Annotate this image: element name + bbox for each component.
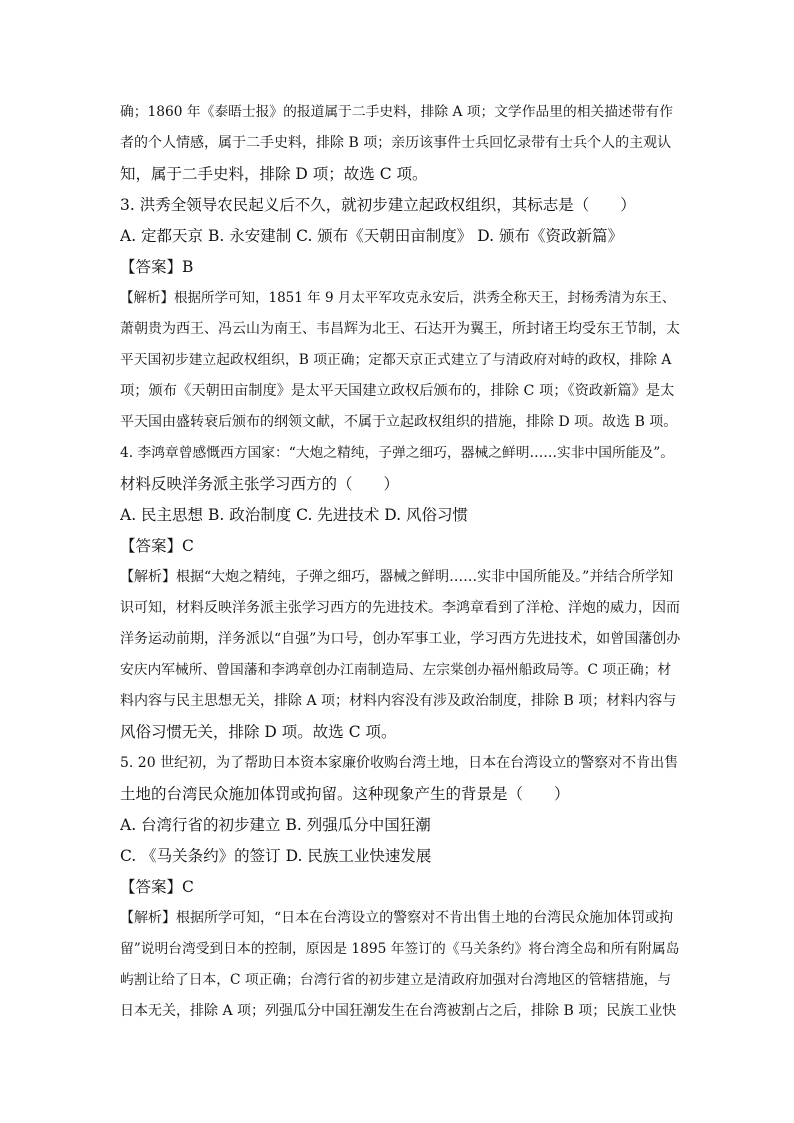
text-line: 安庆内军械所、曾国藩和李鸿章创办江南制造局、左宗棠创办福州船政局等。C 项正确；材: [120, 662, 672, 678]
question-3: 3. 洪秀全领导农民起义后不久，就初步建立起政权组织，其标志是（ ）: [120, 196, 636, 214]
answer-5: 【答案】C: [120, 878, 194, 896]
text-line: 料内容与民主思想无关，排除 A 项；材料内容没有涉及政治制度，排除 B 项；材料内容与: [120, 693, 677, 709]
question-4-options: A. 民主思想 B. 政治制度 C. 先进技术 D. 风俗习惯: [120, 506, 468, 524]
question-4: 4. 李鸿章曾感慨西方国家：“大炮之精纯，子弹之细巧，器械之鲜明……实非中国所能及”。: [120, 445, 675, 461]
analysis-5: 【解析】根据所学可知，“日本在台湾设立的警察对不肯出售土地的台湾民众施加体罚或拘: [120, 910, 674, 926]
text-line: 萧朝贵为西王、冯云山为南王、韦昌辉为北王、石达开为翼王，所封诸王均受东王节制，太: [120, 321, 680, 337]
question-5: 5. 20 世纪初，为了帮助日本资本家廉价收购台湾土地，日本在台湾设立的警察对不肯出售: [120, 755, 679, 771]
analysis-3: 【解析】根据所学可知，1851 年 9 月太平军攻克永安后，洪秀全称天王，封杨秀清为东王、: [120, 290, 676, 306]
answer-3: 【答案】B: [120, 258, 194, 276]
text-line: 者的个人情感，属于二手史料，排除 B 项；亲历该事件士兵回忆录带有士兵个人的主观认: [120, 135, 672, 151]
text-line: 日本无关，排除 A 项；列强瓜分中国狂潮发生在台湾被割占之后，排除 B 项；民族工业快: [120, 1003, 677, 1019]
analysis-4: 【解析】根据“大炮之精纯，子弹之细巧，器械之鲜明……实非中国所能及。”并结合所学知: [120, 569, 674, 585]
text-line: 留”说明台湾受到日本的控制，原因是 1895 年签订的《马关条约》将台湾全岛和所有附属岛: [120, 941, 680, 957]
text-line: 确；1860 年《泰晤士报》的报道属于二手史料，排除 A 项；文学作品里的相关描述带有作: [120, 104, 674, 120]
text-line: 风俗习惯无关，排除 D 项。故选 C 项。: [120, 723, 397, 741]
text-line: 知，属于二手史料，排除 D 项；故选 C 项。: [120, 165, 428, 183]
text-line: 平天国初步建立起政权组织，B 项正确；定都天京正式建立了与清政府对峙的政权，排除 A: [120, 352, 672, 368]
question-5-options-cd: C. 《马关条约》的签订 D. 民族工业快速发展: [120, 847, 432, 865]
answer-4: 【答案】C: [120, 537, 194, 555]
text-line: 屿割让给了日本，C 项正确；台湾行省的初步建立是清政府加强对台湾地区的管辖措施，与: [120, 972, 672, 988]
text-line: 土地的台湾民众施加体罚或拘留。这种现象产生的背景是（ ）: [120, 785, 570, 803]
question-5-options-ab: A. 台湾行省的初步建立 B. 列强瓜分中国狂潮: [120, 816, 431, 834]
text-line: 识可知，材料反映洋务派主张学习西方的先进技术。李鸿章看到了洋枪、洋炮的威力，因而: [120, 600, 680, 616]
text-line: 洋务运动前期，洋务派以“自强”为口号，创办军事工业，学习西方先进技术，如曾国藩创办: [120, 631, 680, 647]
text-line: 材料反映洋务派主张学习西方的（ ）: [120, 475, 400, 493]
text-line: 项；颁布《天朝田亩制度》是太平天国建立政权后颁布的，排除 C 项；《资政新篇》是太: [120, 383, 675, 399]
question-3-options: A. 定都天京 B. 永安建制 C. 颁布《天朝田亩制度》 D. 颁布《资政新篇》: [120, 227, 623, 245]
text-line: 平天国由盛转衰后颁布的纲领文献，不属于立起政权组织的措施，排除 D 项。故选 B 项。: [120, 414, 678, 430]
